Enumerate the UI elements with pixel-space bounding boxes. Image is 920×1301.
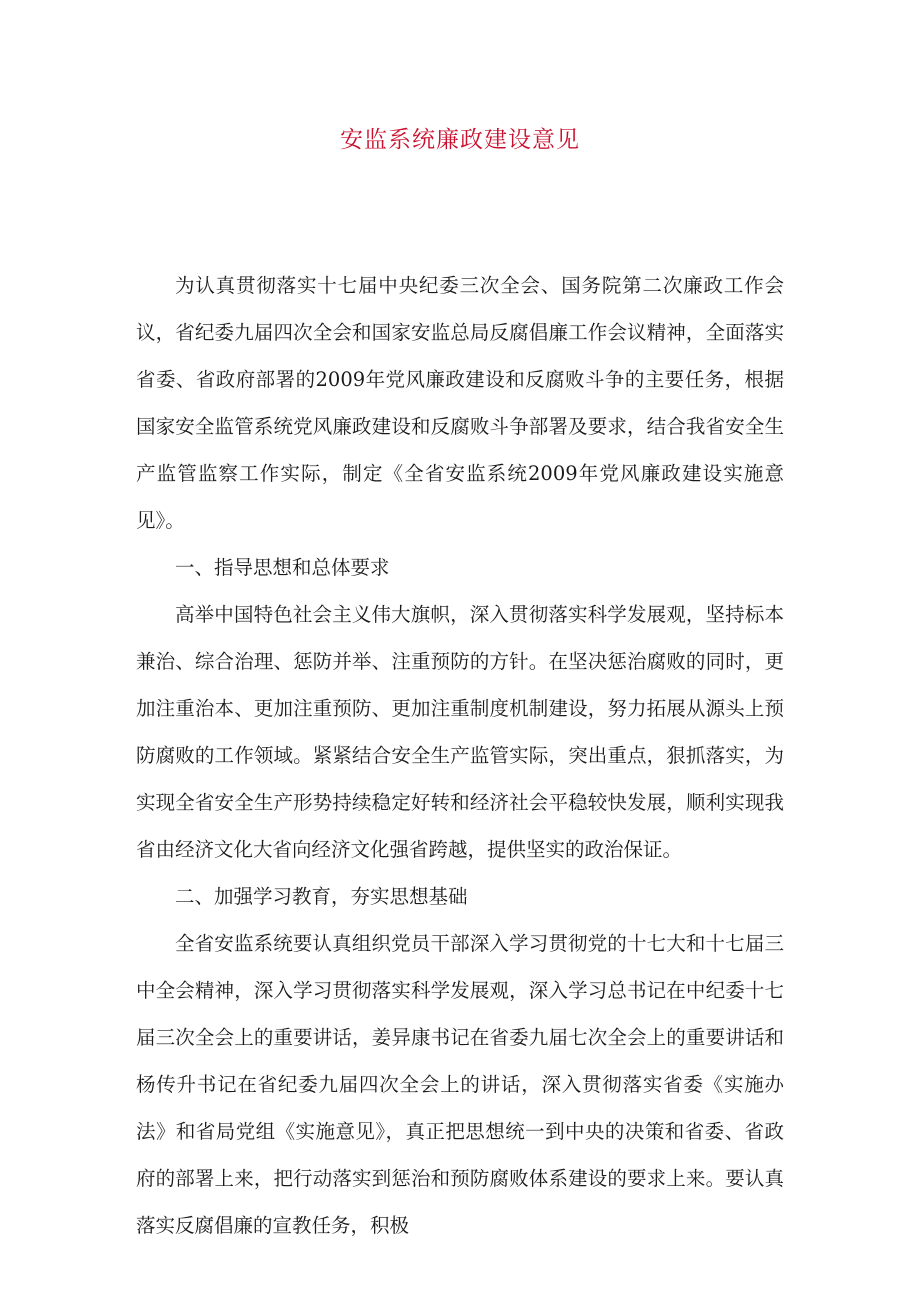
intro-paragraph: 为认真贯彻落实十七届中央纪委三次全会、国务院第二次廉政工作会议，省纪委九届四次全会和国家安监总局反腐倡廉工作会议精神，全面落实省委、省政府部署的2009年党风廉政建设和反腐败斗争的主要任务，根据国家安全监管系统党风廉政建设和反腐败斗争部署及要求，结合我省安全生产监管监察工作实际，制定《全省安监系统2009年党风廉政建设实施意见》。 — [136, 274, 784, 532]
document-title: 安监系统廉政建设意见 — [340, 127, 580, 153]
document-body — [136, 262, 784, 1249]
section-heading-1: 一、指导思想和总体要求 — [175, 556, 390, 579]
section-1-paragraph: 高举中国特色社会主义伟大旗帜，深入贯彻落实科学发展观，坚持标本兼治、综合治理、惩防并举、注重预防的方针。在坚决惩治腐败的同时，更加注重治本、更加注重预防、更加注重制度机制建设，努力拓展从源头上预防腐败的工作领域。紧紧结合安全生产监管实际，突出重点，狠抓落实，为实现全省安全生产形势持续稳定好转和经济社会平稳较快发展，顺利实现我省由经济文化大省向经济文化强省跨越，提供坚实的政治保证。 — [136, 603, 784, 861]
section-heading-2: 二、加强学习教育，夯实思想基础 — [175, 885, 468, 908]
section-2-paragraph: 全省安监系统要认真组织党员干部深入学习贯彻党的十七大和十七届三中全会精神，深入学习贯彻落实科学发展观，深入学习总书记在中纪委十七届三次全会上的重要讲话，姜异康书记在省委九届七次全会上的重要讲话和杨传升书记在省纪委九届四次全会上的讲话，深入贯彻落实省委《实施办法》和省局党组《实施意见》，真正把思想统一到中央的决策和省委、省政府的部署上来，把行动落实到惩治和预防腐败体系建设的要求上来。要认真落实反腐倡廉的宣教任务，积极 — [136, 932, 784, 1237]
